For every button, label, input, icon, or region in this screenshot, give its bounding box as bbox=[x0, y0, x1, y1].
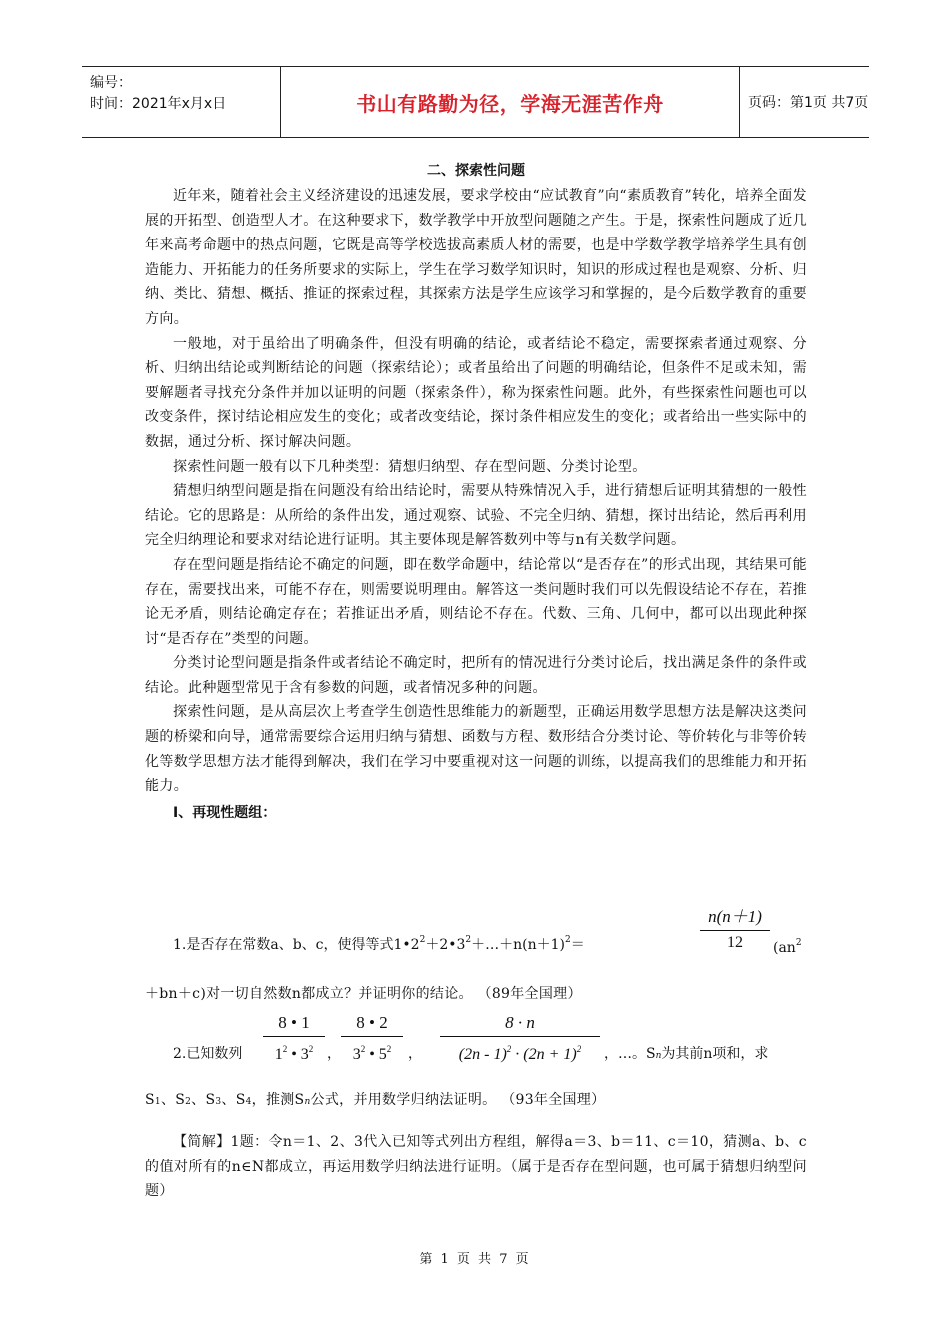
problem2-comma-1: ， bbox=[327, 1046, 341, 1062]
problem2-tail-text: ，…。S bbox=[604, 1046, 656, 1062]
solution-block bbox=[145, 1130, 807, 1204]
problem2-tail-text2: 为其前n项和，求 bbox=[661, 1046, 769, 1062]
den-part: 3 bbox=[352, 1046, 361, 1063]
problem2-line2-end: 公式，并用数学归纳法证明。 （93年全国理） bbox=[310, 1092, 606, 1108]
fraction-numerator: 8 • 1 bbox=[278, 1013, 310, 1032]
paragraph: 存在型问题是指结论不确定的问题，即在数学命题中，结论常以“是否存在”的形式出现，其结果可能存在，需要找出来，可能不存在，则需要说明理由。解答这一类问题时我们可以先假设结论不存在，若推论无矛盾，则结论确定存在；若推证出矛盾，则结论不存在。代数、三角、几何中，都可以出现此种探讨“是否存在”类型的问题。 bbox=[145, 556, 807, 647]
page-footer: 第 1 页 共 7 页 bbox=[419, 1252, 531, 1267]
den-part: 1 bbox=[274, 1046, 283, 1063]
header-motto: 书山有路勤为径，学海无涯苦作舟 bbox=[356, 91, 664, 116]
page-header bbox=[82, 66, 869, 138]
solution-text: 【简解】1题：令n＝1、2、3代入已知等式列出方程组，解得a＝3、b＝11、c＝10，猜测a、b、c的值对所有的n∈N都成立，再运用数学归纳法进行证明。（属于是否存在型问题，也可属于猜想归纳型问题） bbox=[145, 1134, 807, 1200]
problem2-prefix: 2.已知数列 bbox=[173, 1046, 243, 1062]
section-title: 二、探索性问题 bbox=[427, 163, 525, 179]
paragraph: 一般地，对于虽给出了明确条件，但没有明确的结论，或者结论不稳定，需要探索者通过观察、分析、归纳出结论或判断结论的问题（探索结论）；或者虽给出了问题的明确结论，但条件不足或未知，需要解题者寻找充分条件并加以证明的问题（探索条件），称为探索性问题。此外，有些探索性问题也可以改变条件，探讨结论相应发生的变化；或者改变结论，探讨条件相应发生的变化；或者给出一些实际中的数据，通过分析、探讨解决问题。 bbox=[145, 335, 807, 450]
problem1-tail: ($an^2$ bbox=[773, 938, 802, 956]
document-body bbox=[145, 158, 807, 825]
problem2-fraction-2 bbox=[341, 1010, 403, 1067]
fraction-denominator: $(2n - 1)^2 \cdot (2n + 1)^2$ bbox=[458, 1044, 582, 1063]
paragraph: 近年来，随着社会主义经济建设的迅速发展，要求学校由“应试教育”向“素质教育”转化，培养全面发展的开拓型、创造型人才。在这种要求下，数学教学中开放型问题随之产生。于是，探索性问题成了近几年来高考命题中的热点问题，它既是高等学校选拔高素质人材的需要，也是中学数学教学培养学生具有创造能力、开拓能力的任务所要求的实际上，学生在学习数学知识时，知识的形成过程也是观察、分析、归纳、类比、猜想、概括、推证的探索过程，其探索方法是学生应该学习和掌握的，是今后数学教育的重要方向。 bbox=[145, 188, 807, 327]
fraction-numerator: 8 · n bbox=[505, 1013, 535, 1032]
header-meta bbox=[90, 73, 272, 135]
paragraph: 探索性问题，是从高层次上考查学生创造性思维能力的新题型，正确运用数学思想方法是解决这类问题的桥梁和向导，通常需要综合运用归纳与猜想、函数与方程、数形结合分类讨论、等价转化与非等价转化等数学思想方法才能得到解决，我们在学习中要重视对这一问题的训练，以提高我们的思维能力和开拓能力。 bbox=[145, 704, 807, 795]
header-page-info: 页码：第1页 共7页 bbox=[748, 95, 869, 111]
header-divider-left bbox=[280, 67, 281, 137]
group-title: Ⅰ、再现性题组： bbox=[173, 804, 277, 821]
paragraph: 猜想归纳型问题是指在问题没有给出结论时，需要从特殊情况入手，进行猜想后证明其猜想的一般性结论。它的思路是：从所给的条件出发，通过观察、试验、不完全归纳、猜想，探讨出结论，然后再利用完全归纳理论和要求对结论进行证明。其主要体现是解答数列中等与n有关数学问题。 bbox=[145, 483, 807, 549]
problem2-fraction-n bbox=[440, 1010, 600, 1067]
problem1-term3: ＋…＋n(n＋1) bbox=[471, 937, 566, 953]
den-part: (2n - 1) bbox=[458, 1046, 507, 1063]
problem2-fraction-1 bbox=[263, 1010, 325, 1067]
fraction-denominator: $1^2$ • $3^2$ bbox=[274, 1044, 314, 1063]
problem2-line2-text: ，推测S bbox=[251, 1092, 305, 1108]
problem1-equals: ＝ bbox=[570, 937, 585, 953]
fraction-numerator: 8 • 2 bbox=[356, 1013, 388, 1032]
paragraph: 探索性问题一般有以下几种类型：猜想归纳型、存在型问题、分类讨论型。 bbox=[173, 458, 647, 475]
problem2-comma-2: ， bbox=[408, 1046, 422, 1062]
problem1-fraction bbox=[700, 904, 770, 955]
doc-time-label: 时间：2021年x月x日 bbox=[90, 96, 227, 112]
fraction-denominator: 12 bbox=[727, 934, 743, 951]
problem1-tail-text: (an bbox=[773, 940, 796, 956]
header-divider-right bbox=[739, 67, 740, 137]
problem1-term2: ＋2•3 bbox=[425, 937, 466, 953]
doc-number-label: 编号： bbox=[90, 75, 132, 91]
problem2-tail: ，…。Sn为其前n项和，求 bbox=[604, 1046, 769, 1062]
problem1-line1: 1.是否存在常数a、b、c，使得等式$1•2^2+2•3^2+\dots+n(n+1)^2=$ bbox=[173, 935, 585, 953]
problem1-prefix: 1.是否存在常数a、b、c，使得等式1•2 bbox=[173, 937, 420, 953]
problem2-line2: S1、S2、S3、S4，推测Sn公式，并用数学归纳法证明。 （93年全国理） bbox=[145, 1092, 606, 1108]
paragraph: 分类讨论型问题是指条件或者结论不确定时，把所有的情况进行分类讨论后，找出满足条件的条件或结论。此种题型常见于含有参数的问题，或者情况多种的问题。 bbox=[145, 655, 807, 696]
fraction-denominator: $3^2$ • $5^2$ bbox=[352, 1044, 392, 1063]
fraction-numerator: n(n＋1) bbox=[708, 907, 762, 926]
problem1-line2: ＋bn＋c)对一切自然数n都成立？并证明你的结论。 （89年全国理） bbox=[145, 986, 582, 1002]
